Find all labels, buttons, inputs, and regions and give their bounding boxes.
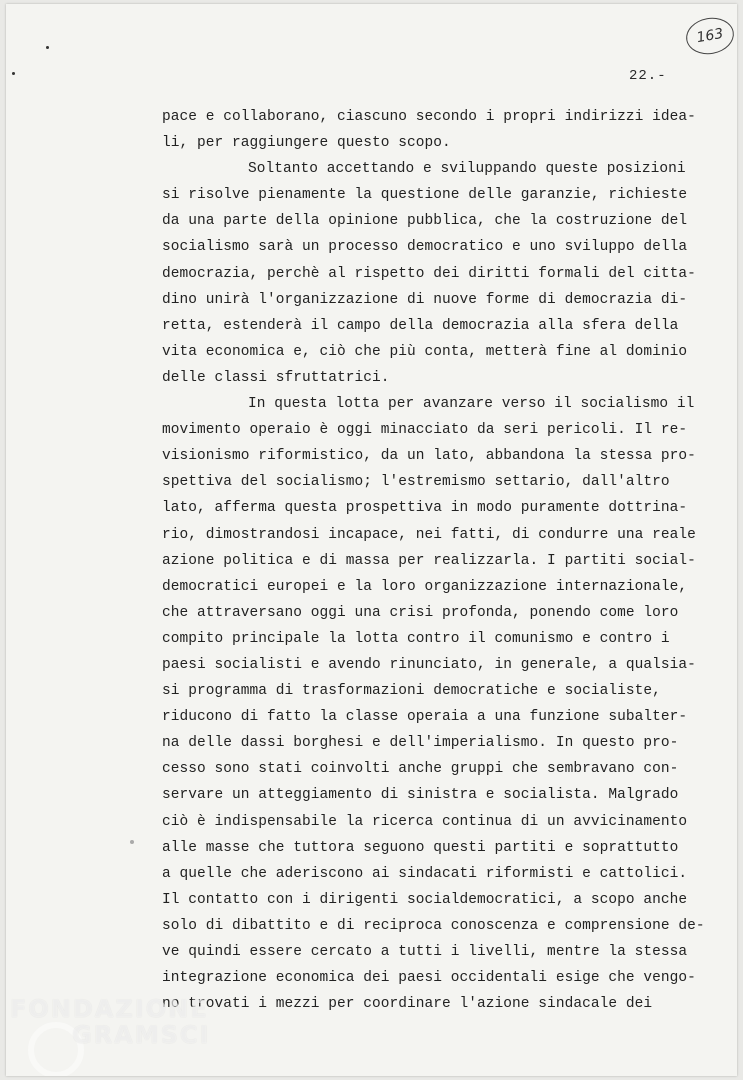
text-line: da una parte della opinione pubblica, che la costruzione del: [162, 213, 688, 230]
text-line: servare un atteggiamento di sinistra e socialista. Malgrado: [162, 787, 679, 804]
text-line: spettiva del socialismo; l'estremismo settario, dall'altro: [162, 474, 670, 491]
watermark-line-1: FONDAZIONE: [10, 995, 209, 1023]
text-line: movimento operaio è oggi minacciato da seri pericoli. Il re-: [162, 422, 688, 439]
text-line: alle masse che tuttora seguono questi partiti e soprattutto: [162, 839, 679, 856]
document-body: [162, 104, 722, 1017]
text-line: azione politica e di massa per realizzarla. I partiti social-: [162, 552, 696, 569]
text-line: na delle dassi borghesi e dell'imperialismo. In questo pro-: [162, 735, 679, 752]
text-line: li, per raggiungere questo scopo.: [162, 135, 451, 152]
text-line: Soltanto accettando e sviluppando queste posizioni: [248, 161, 686, 178]
text-line: delle classi sfruttatrici.: [162, 369, 390, 386]
watermark: [10, 996, 210, 1048]
text-line: solo di dibattito e di reciproca conoscenza e comprensione de-: [162, 917, 705, 934]
text-line: Il contatto con i dirigenti socialdemocratici, a scopo anche: [162, 891, 688, 908]
text-line: ve quindi essere cercato a tutti i livelli, mentre la stessa: [162, 944, 688, 960]
speck-mark: [12, 72, 15, 75]
text-line: che attraversano oggi una crisi profonda, ponendo come loro: [162, 604, 679, 621]
text-line: cesso sono stati coinvolti anche gruppi che sembravano con-: [162, 761, 679, 778]
text-line: retta, estenderà il campo della democrazia alla sfera della: [162, 317, 679, 334]
document-page: [6, 4, 737, 1076]
text-line: vita economica e, ciò che più conta, metterà fine al dominio: [162, 343, 688, 360]
text-line: democratici europei e la loro organizzazione internazionale,: [162, 578, 688, 595]
watermark-line-2: GRAMSCI: [72, 1021, 211, 1049]
text-line: riducono di fatto la classe operaia a una funzione subalter-: [162, 709, 688, 726]
text-line: integrazione economica dei paesi occidentali esige che vengo-: [162, 970, 696, 987]
text-line: compito principale la lotta contro il comunismo e contro i: [162, 630, 670, 647]
text-line: rio, dimostrandosi incapace, nei fatti, di condurre una reale: [162, 526, 696, 543]
text-line: si programma di trasformazioni democratiche e socialiste,: [162, 683, 661, 700]
speck-mark: [130, 840, 134, 844]
text-line: paesi socialisti e avendo rinunciato, in generale, a qualsia-: [162, 656, 696, 673]
text-line: no trovati i mezzi per coordinare l'azione sindacale dei: [162, 996, 653, 1013]
text-line: si risolve pienamente la questione delle garanzie, richieste: [162, 187, 688, 204]
text-line: lato, afferma questa prospettiva in modo puramente dottrina-: [162, 500, 688, 517]
text-line: dino unirà l'organizzazione di nuove forme di democrazia di-: [162, 291, 688, 308]
text-line: In questa lotta per avanzare verso il socialismo il: [248, 396, 695, 413]
text-line: democrazia, perchè al rispetto dei diritti formali del citta-: [162, 265, 696, 282]
text-line: pace e collaborano, ciascuno secondo i propri indirizzi idea-: [162, 109, 696, 125]
text-line: socialismo sarà un processo democratico e uno sviluppo della: [162, 239, 688, 256]
text-line: a quelle che aderiscono ai sindacati riformisti e cattolici.: [162, 865, 688, 882]
page-number: 22.-: [629, 68, 667, 84]
text-line: visionismo riformistico, da un lato, abbandona la stessa pro-: [162, 448, 696, 465]
archive-stamp: 163: [683, 14, 737, 58]
speck-mark: [46, 46, 49, 49]
text-line: ciò è indispensabile la ricerca continua di un avvicinamento: [162, 813, 688, 830]
